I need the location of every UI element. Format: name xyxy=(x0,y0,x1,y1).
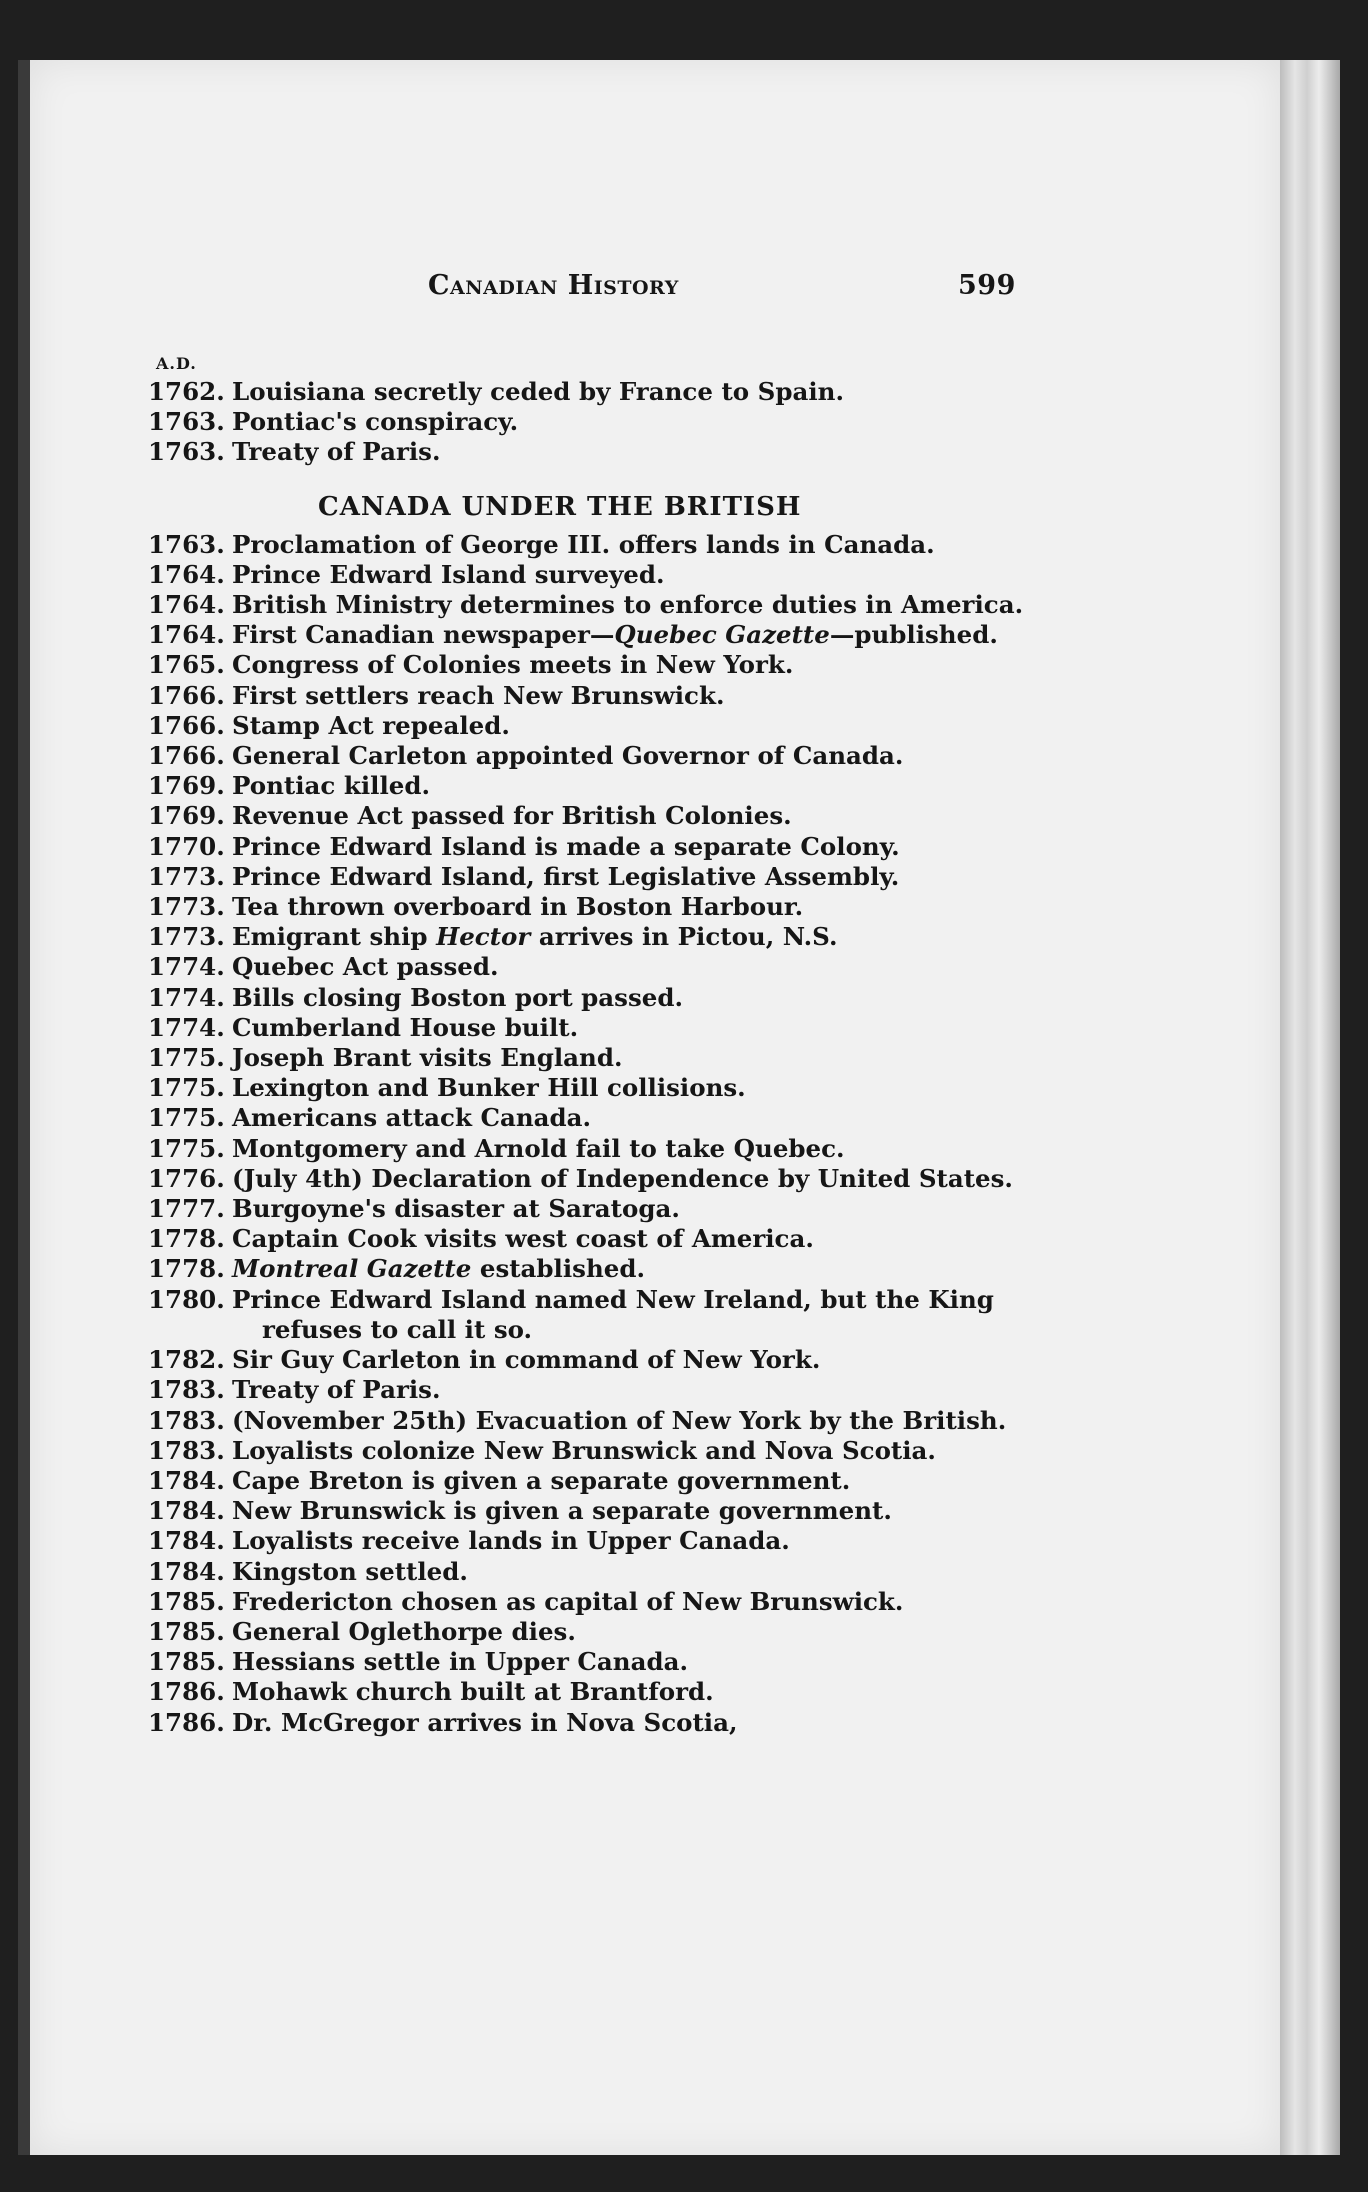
entry-text xyxy=(232,892,1028,922)
entry-text-main: Prince Edward Island surveyed. xyxy=(232,559,665,589)
entry-year: 1762. xyxy=(148,377,225,406)
entry-text xyxy=(232,590,1028,620)
entry-year: 1764. xyxy=(148,590,225,620)
entry-text-main: Cumberland House built. xyxy=(232,1012,579,1042)
entry-year: 1778. xyxy=(148,1224,225,1254)
entry-year: 1770. xyxy=(148,831,225,861)
entry-text xyxy=(232,1164,1028,1194)
entry-text xyxy=(232,1103,1028,1133)
entry-text-main: Pontiac's conspiracy. xyxy=(232,407,519,437)
entry-text xyxy=(232,771,1028,801)
entry-year: 1766. xyxy=(148,710,225,740)
entry-year: 1783. xyxy=(148,1375,225,1405)
entry-text xyxy=(232,1587,1028,1617)
timeline-entry xyxy=(148,1406,1028,1436)
timeline-entry xyxy=(148,1496,1028,1526)
timeline-entry xyxy=(148,1013,1028,1043)
entry-year: 1775. xyxy=(148,1043,225,1073)
timeline-entry xyxy=(148,530,1028,560)
timeline-entry xyxy=(148,832,1028,862)
entry-text xyxy=(232,1134,1028,1164)
timeline-entry xyxy=(148,1617,1028,1647)
entry-text-main: Dr. McGregor arrives in Nova Scotia, xyxy=(232,1707,738,1737)
entry-text-main: Bills closing Boston port passed. xyxy=(232,982,684,1012)
timeline-entry xyxy=(148,952,1028,982)
entry-year: 1778. xyxy=(148,1254,225,1284)
timeline-entry xyxy=(148,1134,1028,1164)
entry-text-main: Loyalists colonize New Brunswick and Nova Scotia. xyxy=(232,1435,936,1465)
entry-text-main: Loyalists receive lands in Upper Canada. xyxy=(232,1526,790,1556)
british-timeline xyxy=(148,530,1028,1738)
page-content xyxy=(148,270,1028,1738)
entry-text-main: Treaty of Paris. xyxy=(232,1375,441,1405)
entry-text xyxy=(232,1375,1028,1405)
entry-year: 1766. xyxy=(148,680,225,710)
entry-text-main: Lexington and Bunker Hill collisions. xyxy=(232,1073,746,1103)
entry-text xyxy=(232,1526,1028,1556)
entry-text xyxy=(232,1345,1028,1375)
entry-text xyxy=(232,1013,1028,1043)
entry-italic-title: Montreal Gazette xyxy=(232,1254,472,1284)
entry-text xyxy=(232,681,1028,711)
entry-year: 1769. xyxy=(148,771,225,801)
entry-year: 1766. xyxy=(148,741,225,771)
entry-year: 1785. xyxy=(148,1647,225,1677)
entry-text-main: Prince Edward Island named New Ireland, but the King xyxy=(232,1284,994,1314)
running-header xyxy=(148,270,1028,310)
timeline-entry xyxy=(148,1164,1028,1194)
entry-year: 1786. xyxy=(148,1677,225,1707)
entry-text-before: Emigrant ship xyxy=(232,922,437,952)
entry-year: 1763. xyxy=(148,529,225,559)
entry-text-after: established. xyxy=(471,1254,646,1284)
entry-text xyxy=(232,1647,1028,1677)
entry-text xyxy=(232,741,1028,771)
entry-text-main: Tea thrown overboard in Boston Harbour. xyxy=(232,892,804,922)
entry-text xyxy=(232,1224,1028,1254)
entry-text xyxy=(232,437,1028,467)
ad-label: A.D. xyxy=(156,354,197,373)
entry-year: 1784. xyxy=(148,1556,225,1586)
entry-text-main: Stamp Act repealed. xyxy=(232,710,510,740)
timeline-entry xyxy=(148,1466,1028,1496)
timeline-entry xyxy=(148,1647,1028,1677)
entry-text-main: Prince Edward Island is made a separate Colony. xyxy=(232,831,900,861)
entry-text-main: General Oglethorpe dies. xyxy=(232,1616,576,1646)
entry-text-main: British Ministry determines to enforce duties in America. xyxy=(232,590,1024,620)
entry-text xyxy=(232,1436,1028,1466)
timeline-entry xyxy=(148,437,1028,467)
entry-year: 1763. xyxy=(148,437,225,467)
entry-italic-title: Hector xyxy=(436,922,531,952)
timeline-entry xyxy=(148,892,1028,922)
timeline-entry xyxy=(148,1285,1028,1345)
timeline-entry xyxy=(148,1043,1028,1073)
entry-continuation: refuses to call it so. xyxy=(262,1314,533,1344)
entry-text xyxy=(232,952,1028,982)
timeline-entry xyxy=(148,590,1028,620)
entry-text-main: New Brunswick is given a separate government. xyxy=(232,1496,892,1526)
entry-text-main: Hessians settle in Upper Canada. xyxy=(232,1647,688,1677)
entry-year: 1785. xyxy=(148,1586,225,1616)
timeline-entry xyxy=(148,862,1028,892)
timeline-entry xyxy=(148,1708,1028,1738)
entry-year: 1780. xyxy=(148,1284,225,1314)
entry-text-main: Mohawk church built at Brantford. xyxy=(232,1677,714,1707)
entry-year: 1784. xyxy=(148,1496,225,1526)
timeline-entry xyxy=(148,1345,1028,1375)
entry-text-main: Captain Cook visits west coast of America. xyxy=(232,1224,814,1254)
entry-year: 1774. xyxy=(148,952,225,982)
timeline-entry xyxy=(148,711,1028,741)
entry-text xyxy=(232,1073,1028,1103)
entry-text xyxy=(232,1194,1028,1224)
entry-text-main: Congress of Colonies meets in New York. xyxy=(232,650,794,680)
timeline-entry xyxy=(148,1587,1028,1617)
timeline-entry xyxy=(148,1224,1028,1254)
entry-text-main: Kingston settled. xyxy=(232,1556,468,1586)
timeline-entry xyxy=(148,1526,1028,1556)
entry-text-main: Cape Breton is given a separate government. xyxy=(232,1465,851,1495)
timeline-entry xyxy=(148,560,1028,590)
entry-text xyxy=(232,1617,1028,1647)
running-title: Canadian History xyxy=(428,270,679,301)
entry-text xyxy=(232,1496,1028,1526)
entry-text-main: Treaty of Paris. xyxy=(232,437,441,467)
timeline-entry xyxy=(148,681,1028,711)
timeline-entry xyxy=(148,1557,1028,1587)
timeline-entry xyxy=(148,650,1028,680)
entry-text xyxy=(232,1708,1028,1738)
timeline-entry xyxy=(148,983,1028,1013)
entry-text-after: arrives in Pictou, N.S. xyxy=(530,922,838,952)
entry-text-main: Proclamation of George III. offers lands in Canada. xyxy=(232,529,935,559)
entry-year: 1784. xyxy=(148,1526,225,1556)
entry-text xyxy=(232,801,1028,831)
entry-text xyxy=(232,407,1028,437)
entry-year: 1775. xyxy=(148,1133,225,1163)
entry-text-main: General Carleton appointed Governor of Canada. xyxy=(232,741,904,771)
timeline-entry xyxy=(148,922,1028,952)
timeline-entry xyxy=(148,1375,1028,1405)
entry-year: 1775. xyxy=(148,1103,225,1133)
entry-year: 1773. xyxy=(148,861,225,891)
entry-text xyxy=(232,1557,1028,1587)
timeline-entry xyxy=(148,801,1028,831)
page-number: 599 xyxy=(958,270,1016,301)
entry-year: 1782. xyxy=(148,1345,225,1375)
entry-text-main: (November 25th) Evacuation of New York by the British. xyxy=(232,1405,1007,1435)
entry-text-main: Quebec Act passed. xyxy=(232,952,499,982)
entry-year: 1775. xyxy=(148,1073,225,1103)
pre-british-timeline xyxy=(148,377,1028,468)
timeline-entry xyxy=(148,1073,1028,1103)
entry-year: 1773. xyxy=(148,922,225,952)
entry-year: 1776. xyxy=(148,1163,225,1193)
timeline-entry xyxy=(148,377,1028,407)
entry-year: 1786. xyxy=(148,1707,225,1737)
timeline-entry xyxy=(148,1254,1028,1284)
entry-text-main: Louisiana secretly ceded by France to Spain. xyxy=(232,377,844,406)
entry-text-main: Americans attack Canada. xyxy=(232,1103,592,1133)
entry-text-main: Sir Guy Carleton in command of New York. xyxy=(232,1345,821,1375)
entry-text-main: Revenue Act passed for British Colonies. xyxy=(232,801,792,831)
entry-text xyxy=(232,1466,1028,1496)
entry-year: 1764. xyxy=(148,620,225,650)
entry-text-main: Burgoyne's disaster at Saratoga. xyxy=(232,1194,680,1224)
entry-text xyxy=(232,1406,1028,1436)
entry-text xyxy=(232,1285,1028,1345)
entry-year: 1783. xyxy=(148,1405,225,1435)
entry-text xyxy=(232,377,1028,407)
timeline-entry xyxy=(148,620,1028,650)
entry-text xyxy=(232,620,1028,650)
entry-year: 1774. xyxy=(148,982,225,1012)
entry-text-main: Prince Edward Island, first Legislative Assembly. xyxy=(232,861,900,891)
entry-text-main: First settlers reach New Brunswick. xyxy=(232,680,725,710)
entry-text-main: Joseph Brant visits England. xyxy=(232,1043,623,1073)
entry-text xyxy=(232,862,1028,892)
entry-text-before: First Canadian newspaper— xyxy=(232,620,615,650)
entry-text-main: Pontiac killed. xyxy=(232,771,431,801)
entry-year: 1784. xyxy=(148,1465,225,1495)
entry-text xyxy=(232,983,1028,1013)
entry-year: 1765. xyxy=(148,650,225,680)
entry-text-after: —published. xyxy=(829,620,998,650)
timeline-entry xyxy=(148,771,1028,801)
entry-text xyxy=(232,1043,1028,1073)
entry-text xyxy=(232,560,1028,590)
entry-italic-title: Quebec Gazette xyxy=(614,620,830,650)
timeline-entry xyxy=(148,1194,1028,1224)
entry-year: 1773. xyxy=(148,892,225,922)
timeline-entry xyxy=(148,407,1028,437)
entry-text-main: Montgomery and Arnold fail to take Quebec. xyxy=(232,1133,845,1163)
entry-text xyxy=(232,711,1028,741)
entry-year: 1769. xyxy=(148,801,225,831)
timeline-entry xyxy=(148,1103,1028,1133)
entry-year: 1764. xyxy=(148,559,225,589)
entry-text-main: Fredericton chosen as capital of New Brunswick. xyxy=(232,1586,904,1616)
entry-text xyxy=(232,530,1028,560)
entry-year: 1777. xyxy=(148,1194,225,1224)
section-heading: CANADA UNDER THE BRITISH xyxy=(318,491,802,522)
entry-text-main: (July 4th) Declaration of Independence by United States. xyxy=(232,1163,1013,1193)
entry-text xyxy=(232,650,1028,680)
entry-year: 1763. xyxy=(148,407,225,437)
entry-year: 1774. xyxy=(148,1012,225,1042)
timeline-entry xyxy=(148,1677,1028,1707)
entry-text xyxy=(232,922,1028,952)
timeline-entry xyxy=(148,741,1028,771)
entry-text xyxy=(232,1254,1028,1284)
entry-text xyxy=(232,832,1028,862)
timeline-entry xyxy=(148,1436,1028,1466)
entry-year: 1783. xyxy=(148,1435,225,1465)
entry-text xyxy=(232,1677,1028,1707)
page-edge xyxy=(1280,60,1340,2155)
entry-year: 1785. xyxy=(148,1616,225,1646)
